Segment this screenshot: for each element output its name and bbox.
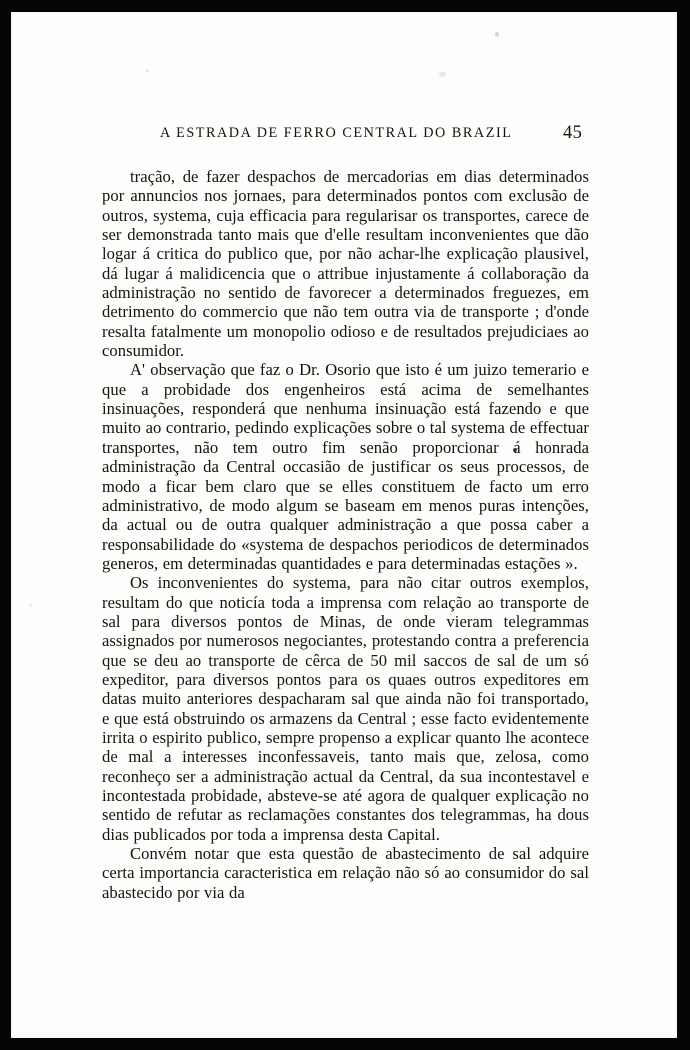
running-header (11, 125, 677, 149)
body-text-block (102, 167, 589, 902)
paragraph: Convém notar que esta questão de abastecimento de sal adquire certa importancia caracteristica em relação não só ao consumidor do sal abastecido por via da (102, 844, 589, 902)
page-number: 45 (563, 123, 583, 143)
paragraph: tração, de fazer despachos de mercadorias em dias determinados por annuncios nos jornaes, para determinados pontos com exclusão de outros, systema, cuja efficacia para regularisar os transportes, carece de ser demonstrada tanto mais que d'elle resultam inconvenientes que dão logar á critica do publico que, por não achar-lhe explicação plausivel, dá lugar á malidicencia que o attribue injustamente á collaboração da administração no sentido de favorecer a determinados freguezes, em detrimento do commercio que não tem outra via de transporte ; d'onde resalta fatalmente um monopolio odioso e de resultados prejudiciaes ao consumidor. (102, 167, 589, 361)
running-head-title: A ESTRADA DE FERRO CENTRAL DO BRAZIL (160, 125, 513, 141)
scan-speckle (495, 32, 499, 37)
paragraph: A' observação que faz o Dr. Osorio que isto é um juizo temerario e que a probidade dos engenheiros está acima de semelhantes insinuações, responderá que nenhuma insinuação está fazendo e que muito ao contrario, pedindo explicações sobre o tal systema de effectuar transportes, não tem outro fim senão proporcionar á honrada administração da Central occasião de justificar os seus processos, de modo a ficar bem claro que se elles constituem de facto um erro administrativo, de modo algum se baseam em menos puras intenções, da actual ou de outra qualquer administração a que possa caber a responsabilidade do «systema de despachos periodicos de determinados generos, em determinadas quantidades e para determinadas estações ». (102, 360, 589, 573)
scan-speckle (439, 72, 446, 77)
page-sheet (11, 12, 677, 1038)
scan-speckle (29, 604, 32, 607)
paragraph: Os inconvenientes do systema, para não citar outros exemplos, resultam do que noticía toda a imprensa com relação ao transporte de sal para diversos pontos de Minas, de onde vieram telegrammas assignados por numerosos negociantes, protestando contra a preferencia que se deu ao transporte de cêrca de 50 mil saccos de sal de um só expeditor, para diversos pontos para os quaes outros expeditores em datas muito anteriores despacharam sal que ainda não foi transportado, e que está obstruindo os armazens da Central ; esse facto evidentemente irrita o espirito publico, sempre propenso a explicar quanto lhe acontece de mal a interesses inconfessaveis, tanto mais que, zelosa, como reconheço ser a administração actual da Central, da sua incontestavel e incontestada probidade, absteve-se até agora de qualquer explicação no sentido de refutar as reclamações constantes dos telegrammas, ha dous dias publicados por toda a imprensa desta Capital. (102, 573, 589, 844)
scan-speckle (146, 69, 149, 72)
